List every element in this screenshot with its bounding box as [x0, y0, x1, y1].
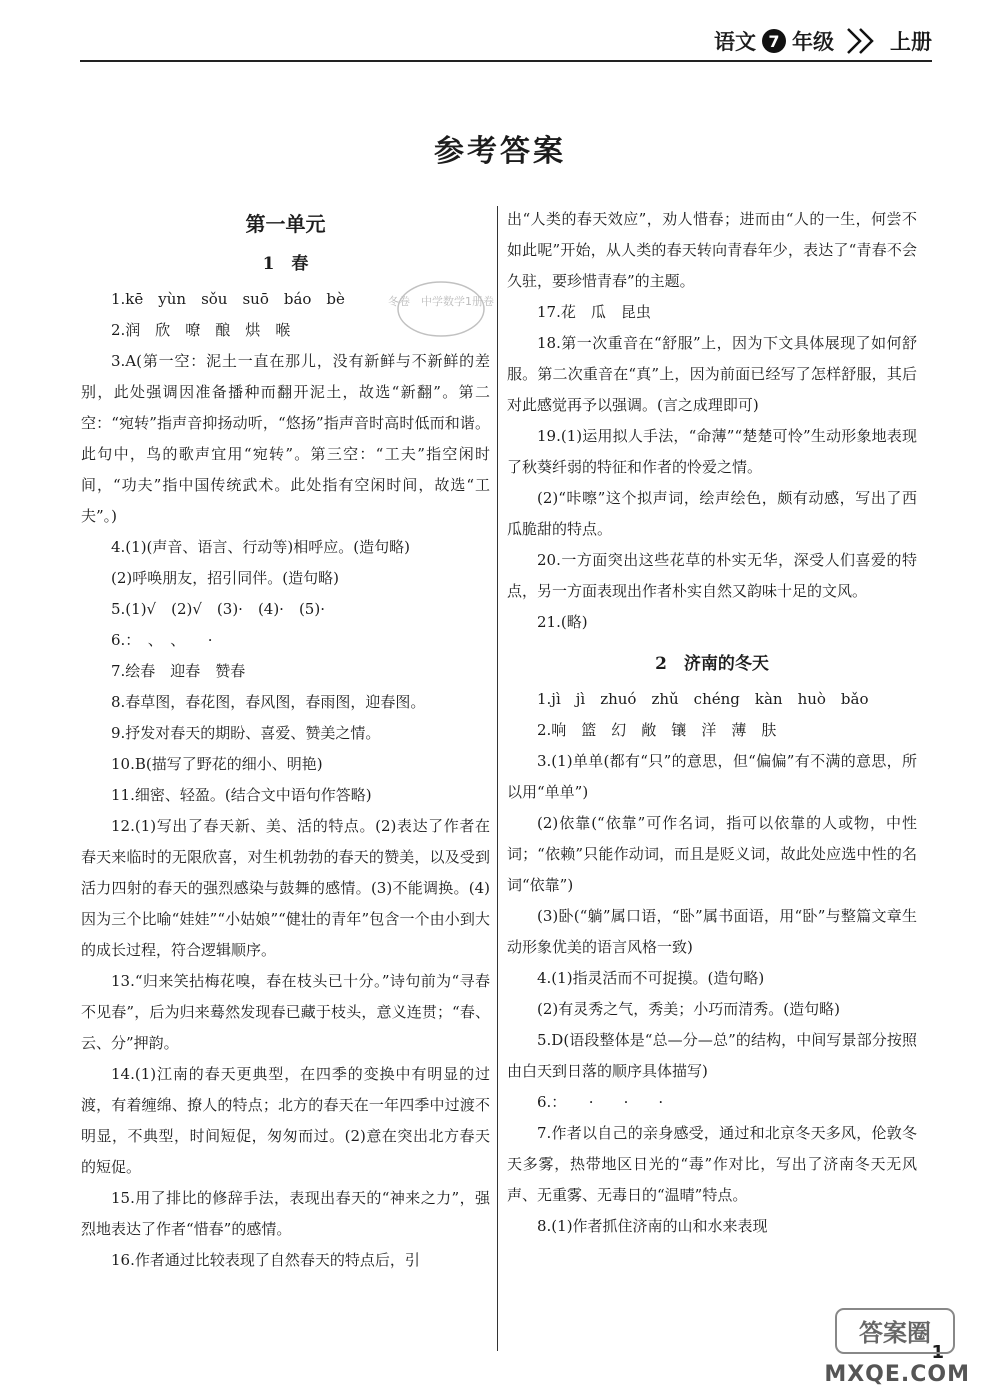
stamp-mark — [388, 278, 494, 340]
header-subject: 语文 — [714, 30, 756, 54]
left-answer-7: 6.： 、 、 · — [111, 631, 213, 649]
watermark-text: MXQE.COM — [824, 1362, 970, 1387]
left-answer-5: (2)呼唤朋友，招引同伴。(造句略) — [111, 569, 339, 587]
header-book-label — [714, 26, 932, 56]
left-column — [81, 204, 490, 1276]
left-answer-11: 10.B(描写了野花的细小、明艳) — [111, 755, 323, 773]
right-b-answer-4: (2)依靠(“依靠”可作名词，指可以依靠的人或物，中性词；“依赖”只能作动词，而且是贬义词，故此处应选中性的名词“依靠”) — [507, 814, 917, 894]
right-answer-list-b — [507, 684, 917, 1242]
page-header — [80, 24, 932, 62]
right-a-answer-6: 20.一方面突出这些花草的朴实无华，深受人们喜爱的特点，另一方面表现出作者朴实自然又韵味十足的文风。 — [507, 551, 917, 600]
header-grade-label: 年级 — [792, 30, 834, 54]
right-b-answer-2: 2.响 篮 幻 敞 镶 洋 薄 肤 — [537, 721, 777, 739]
left-answer-16: 15.用了排比的修辞手法，表现出春天的“神来之力”，强烈地表达了作者“惜春”的感情。 — [81, 1189, 490, 1238]
left-answer-2: 2.润 欣 嘹 酿 烘 喉 — [111, 321, 291, 339]
lesson-title-2: 2 济南的冬天 — [655, 654, 769, 674]
column-divider — [497, 206, 498, 1351]
left-answer-12: 11.细密、轻盈。(结合文中语句作答略) — [111, 786, 372, 804]
right-a-answer-5: (2)“咔嚓”这个拟声词，绘声绘色，颇有动感，写出了西瓜脆甜的特点。 — [507, 489, 917, 538]
right-b-answer-8: 5.D(语段整体是“总—分—总”的结构，中间写景部分按照由白天到日落的顺序具体描写) — [507, 1031, 917, 1080]
right-column — [507, 204, 917, 1242]
right-a-answer-2: 17.花 瓜 昆虫 — [537, 303, 651, 321]
left-answer-10: 9.抒发对春天的期盼、喜爱、赞美之情。 — [111, 724, 381, 742]
stamp-text: 冬卷 中学数学1册卷 — [388, 295, 494, 308]
left-answer-3: 3.A(第一空：泥土一直在那儿，没有新鲜与不新鲜的差别，此处强调因准备播种而翻开泥土，故选“新翻”。第二空：“宛转”指声音抑扬动听，“悠扬”指声音时高时低而和谐。此句中，鸟的歌声宜用“宛转”。第三空：“工夫”指空闲时间，“功夫”指中国传统武术。此处指有空闲时间，故选“工夫”。) — [81, 352, 490, 525]
watermark-logo-text: 答案圈 — [859, 1319, 931, 1347]
right-b-answer-5: (3)卧(“躺”属口语，“卧”属书面语，用“卧”与整篇文章生动形象优美的语言风格一致) — [507, 907, 917, 956]
right-b-answer-3: 3.(1)单单(都有“只”的意思，但“偏偏”有不满的意思，所以用“单单”) — [507, 752, 917, 801]
right-a-answer-1: 出“人类的春天效应”，劝人惜春；进而由“人的一生，何尝不如此呢”开始，从人类的春天转向青春年少，表达了“青春不会久驻，要珍惜青春”的主题。 — [507, 210, 917, 290]
left-answer-15: 14.(1)江南的春天更典型，在四季的变换中有明显的过渡，有着缠绵、撩人的特点；北方的春天在一年四季中过渡不明显，不典型，时间短促，匆匆而过。(2)意在突出北方春天的短促。 — [81, 1065, 490, 1176]
left-answer-6: 5.(1)√ (2)√ (3)· (4)· (5)· — [111, 600, 325, 618]
right-b-answer-7: (2)有灵秀之气，秀美；小巧而清秀。(造句略) — [537, 1000, 840, 1018]
right-a-answer-4: 19.(1)运用拟人手法，“命薄”“楚楚可怜”生动形象地表现了秋葵纤弱的特征和作者的怜爱之情。 — [507, 427, 917, 476]
left-answer-4: 4.(1)(声音、语言、行动等)相呼应。(造句略) — [111, 538, 410, 556]
left-answer-13: 12.(1)写出了春天新、美、活的特点。(2)表达了作者在春天来临时的无限欣喜，对生机勃勃的春天的赞美，以及受到活力四射的春天的强烈感染与鼓舞的感情。(3)不能调换。(4)因为三个比喻“娃娃”“小姑娘”“健壮的青年”包含一个由小到大的成长过程，符合逻辑顺序。 — [81, 817, 490, 959]
right-answer-list-a — [507, 204, 917, 638]
grade-number-badge: 7 — [762, 29, 786, 53]
right-b-answer-6: 4.(1)指灵活而不可捉摸。(造句略) — [537, 969, 765, 987]
right-a-answer-3: 18.第一次重音在“舒服”上，因为下文具体展现了如何舒服。第二次重音在“真”上，因为前面已经写了怎样舒服，其后对此感觉再予以强调。(言之成理即可) — [507, 334, 917, 414]
double-chevron-right-icon — [844, 26, 880, 56]
right-a-answer-7: 21.(略) — [537, 613, 588, 631]
left-answer-14: 13.“归来笑拈梅花嗅，春在枝头已十分。”诗句前为“寻春不见春”，后为归来蓦然发现春已藏于枝头，意义连贯；“春、云、分”押韵。 — [81, 972, 490, 1052]
left-answer-1: 1.kē yùn sǒu suō báo bè — [111, 290, 345, 308]
header-volume: 上册 — [890, 30, 932, 54]
right-b-answer-11: 8.(1)作者抓住济南的山和水来表现 — [537, 1217, 768, 1235]
left-answer-17: 16.作者通过比较表现了自然春天的特点后，引 — [111, 1251, 420, 1269]
right-b-answer-9: 6.： · · · — [537, 1093, 664, 1111]
right-b-answer-10: 7.作者以自己的亲身感受，通过和北京冬天多风，伦敦冬天多雾，热带地区日光的“毒”作对比，写出了济南冬天无风声、无重雾、无毒日的“温晴”特点。 — [507, 1124, 917, 1204]
lesson-title: 1 春 — [262, 254, 309, 274]
right-b-answer-1: 1.jì jì zhuó zhǔ chéng kàn huò bǎo — [537, 690, 869, 708]
left-answer-list — [81, 284, 490, 1276]
left-answer-8: 7.绘春 迎春 赞春 — [111, 662, 246, 680]
page-title: 参考答案 — [434, 134, 566, 169]
left-answer-9: 8.春草图，春花图，春风图，春雨图，迎春图。 — [111, 693, 426, 711]
unit-title: 第一单元 — [245, 212, 326, 236]
page-number: 1 — [931, 1342, 944, 1363]
